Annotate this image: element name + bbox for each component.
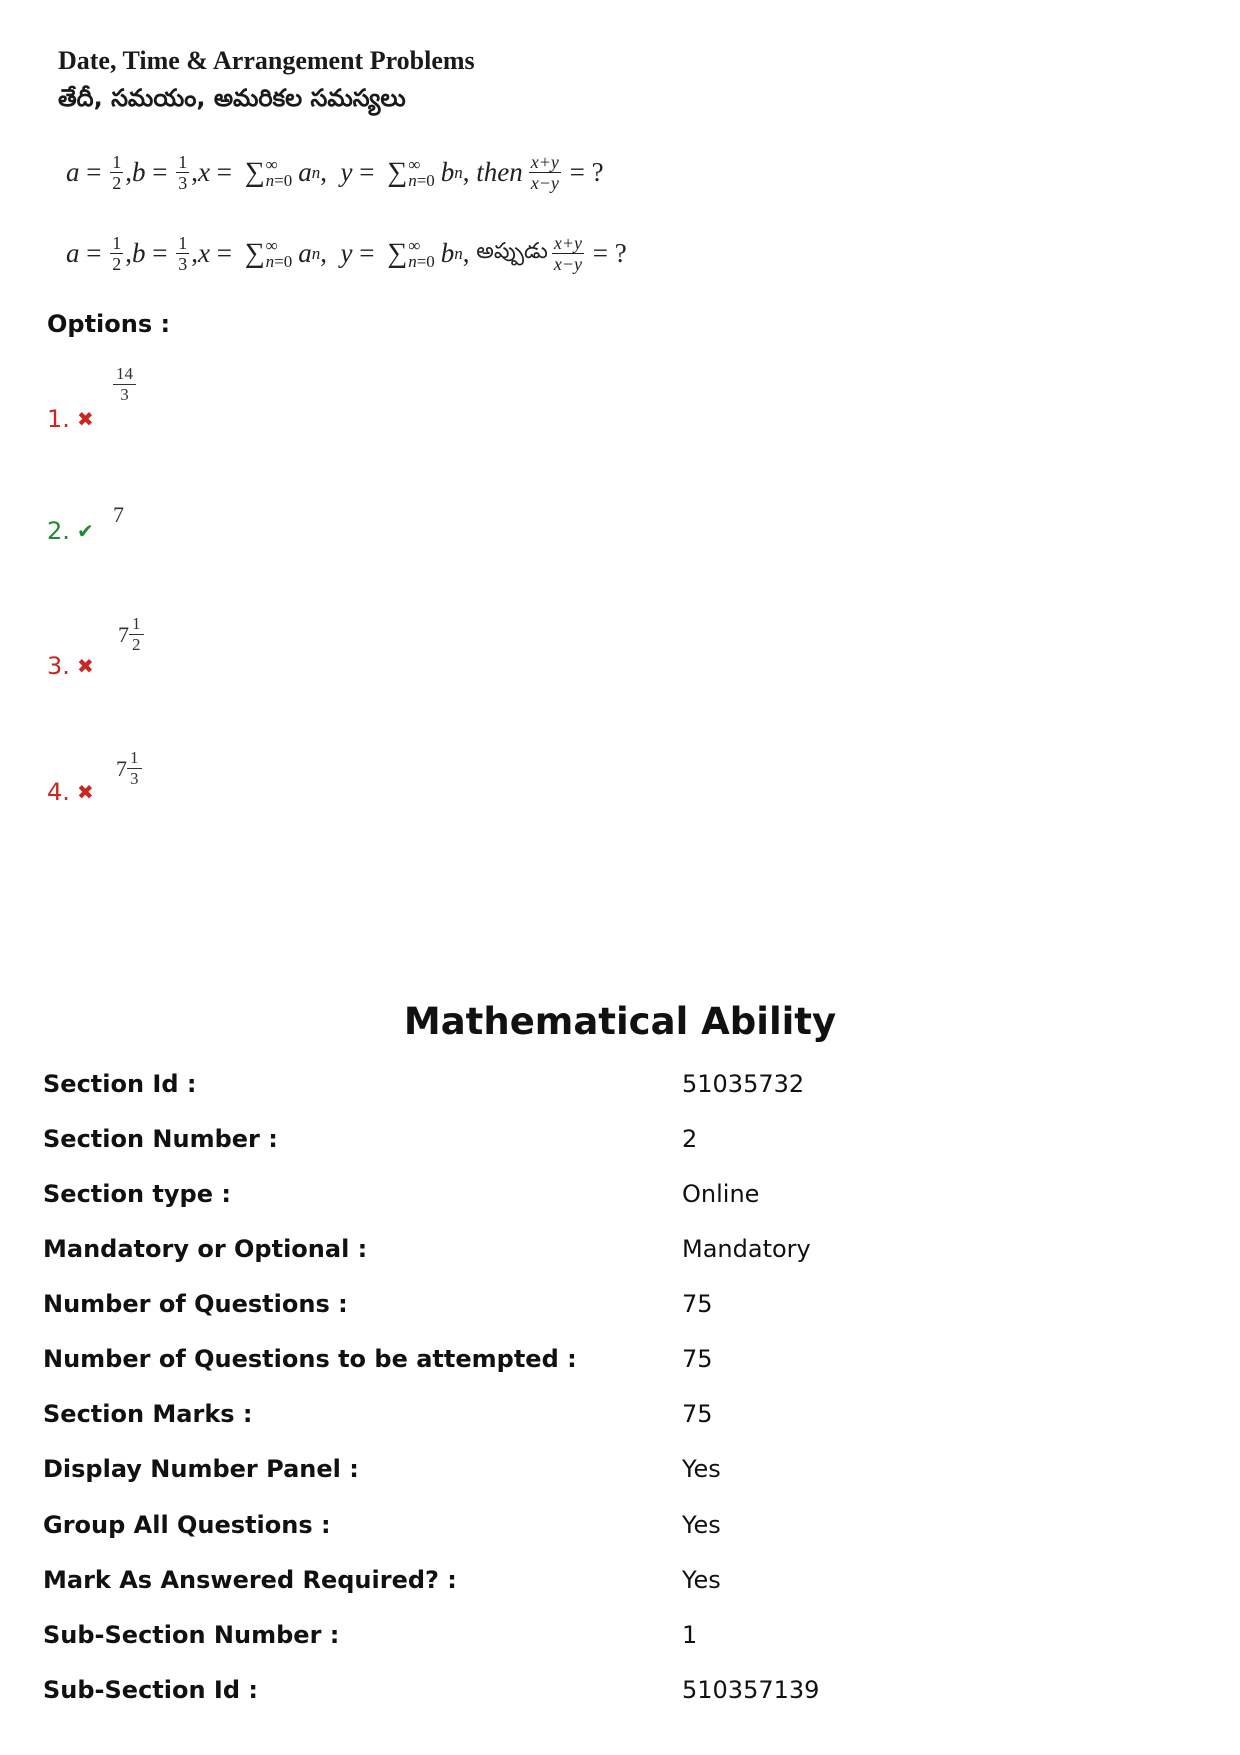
- option-denominator: 3: [120, 385, 129, 404]
- info-row-mark-as-answered: [43, 1566, 1203, 1606]
- info-row-sub-section-number: [43, 1621, 1203, 1661]
- info-value: 75: [682, 1290, 713, 1318]
- info-value: 510357139: [682, 1676, 820, 1704]
- info-value: 2: [682, 1125, 698, 1153]
- option-number: 3.: [47, 652, 70, 680]
- option-2-value: 7: [113, 502, 124, 527]
- info-row-mandatory: [43, 1235, 1203, 1275]
- info-value: 75: [682, 1400, 713, 1428]
- info-value: Yes: [682, 1566, 721, 1594]
- info-label: Group All Questions :: [43, 1511, 331, 1539]
- option-4-value: [116, 748, 142, 789]
- option-1[interactable]: [47, 405, 107, 433]
- info-value: Mandatory: [682, 1235, 811, 1263]
- cross-icon: ✖: [77, 780, 94, 804]
- info-row-group-all-questions: [43, 1511, 1203, 1551]
- section-title: Mathematical Ability: [403, 1000, 837, 1043]
- option-number: 2.: [47, 517, 70, 545]
- question-formula-english: a = $\frac{1}{2}$ , b = $\frac{1}{3}$ , x = ∑ ∞ n=0 a n , y = ∑ ∞ n=0 b n , then $\frac{x+y}{x-y}$ = ?: [66, 152, 604, 193]
- info-row-questions-to-attempt: [43, 1345, 1203, 1385]
- info-row-section-marks: [43, 1400, 1203, 1440]
- info-row-number-of-questions: [43, 1290, 1203, 1330]
- info-value: 75: [682, 1345, 713, 1373]
- info-label: Number of Questions :: [43, 1290, 348, 1318]
- info-row-section-id: [43, 1070, 1203, 1110]
- cross-icon: ✖: [77, 407, 94, 431]
- option-3-value: [118, 614, 144, 655]
- info-label: Section Marks :: [43, 1400, 253, 1428]
- info-value: Yes: [682, 1455, 721, 1483]
- info-label: Mark As Answered Required? :: [43, 1566, 457, 1594]
- info-label: Section Id :: [43, 1070, 197, 1098]
- info-value: 1: [682, 1621, 698, 1649]
- option-whole: 7: [116, 755, 127, 781]
- option-numerator: 14: [113, 364, 136, 385]
- question-topic-telugu: తేదీ, సమయం, అమరికల సమస్యలు: [58, 84, 406, 112]
- info-label: Sub-Section Id :: [43, 1676, 258, 1704]
- option-number: 4.: [47, 778, 70, 806]
- info-label: Number of Questions to be attempted :: [43, 1345, 577, 1373]
- option-4[interactable]: [47, 778, 107, 806]
- option-denominator: 3: [130, 769, 139, 788]
- then-word: then: [476, 157, 523, 187]
- info-label: Display Number Panel :: [43, 1455, 359, 1483]
- option-3[interactable]: [47, 652, 107, 680]
- info-label: Mandatory or Optional :: [43, 1235, 368, 1263]
- option-2[interactable]: [47, 517, 107, 545]
- info-row-sub-section-id: [43, 1676, 1203, 1716]
- option-numerator: 1: [127, 748, 142, 769]
- options-label: Options :: [47, 310, 171, 338]
- info-row-section-type: [43, 1180, 1203, 1220]
- info-value: 51035732: [682, 1070, 805, 1098]
- question-topic-english: Date, Time & Arrangement Problems: [58, 46, 475, 75]
- then-word-telugu: అప్పుడు: [476, 238, 548, 264]
- check-icon: ✔: [77, 519, 94, 543]
- question-formula-telugu: a = $\frac{1}{2}$ , b = $\frac{1}{3}$ , x = ∑ ∞ n=0 a n , y = ∑ ∞ n=0 b n , అప్పుడు $\frac{x+y}{x-y}$ = ?: [66, 233, 627, 274]
- info-value: Yes: [682, 1511, 721, 1539]
- info-value: Online: [682, 1180, 760, 1208]
- info-row-display-number-panel: [43, 1455, 1203, 1495]
- info-label: Section Number :: [43, 1125, 278, 1153]
- option-whole: 7: [118, 621, 129, 647]
- option-denominator: 2: [132, 635, 141, 654]
- info-row-section-number: [43, 1125, 1203, 1165]
- option-numerator: 1: [129, 614, 144, 635]
- option-number: 1.: [47, 405, 70, 433]
- info-label: Section type :: [43, 1180, 231, 1208]
- info-label: Sub-Section Number :: [43, 1621, 340, 1649]
- option-1-value: [113, 364, 136, 405]
- cross-icon: ✖: [77, 654, 94, 678]
